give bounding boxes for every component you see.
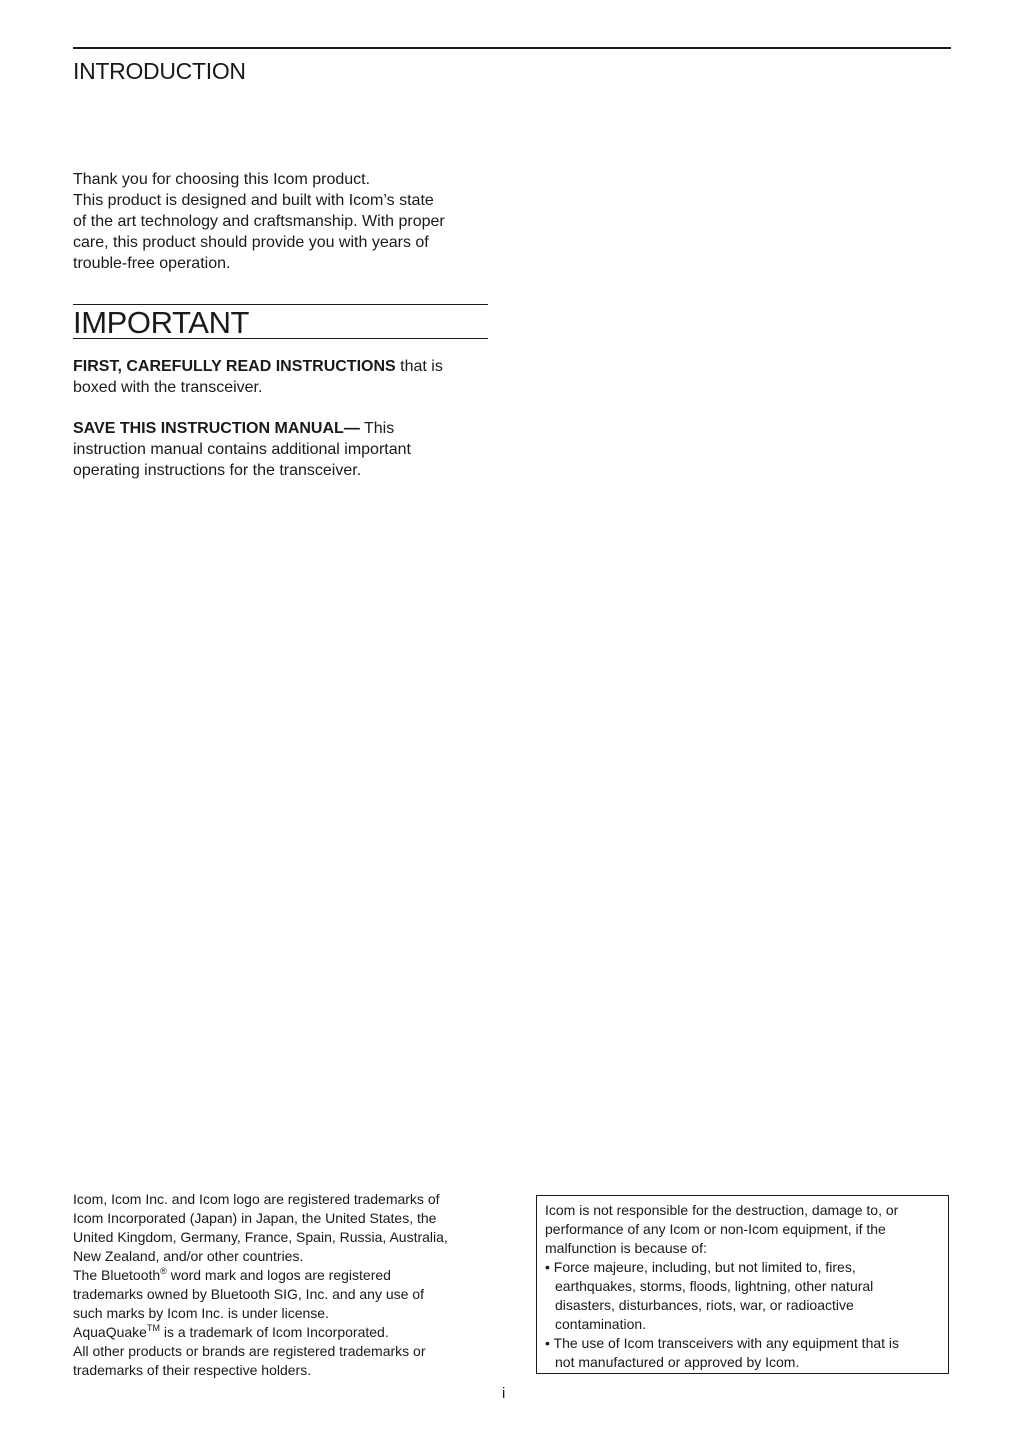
registered-mark: ®: [160, 1266, 167, 1276]
save-manual-rest: This: [359, 420, 395, 437]
trademark-line: All other products or brands are registered trademarks or: [73, 1343, 426, 1359]
intro-line: care, this product should provide you with years of: [73, 234, 429, 251]
trademark-line: Icom Incorporated (Japan) in Japan, the United States, the: [73, 1210, 437, 1226]
page-number: i: [502, 1385, 506, 1402]
trademark-notice: [73, 1190, 503, 1380]
intro-line: Thank you for choosing this Icom product.: [73, 171, 371, 188]
save-manual-line1: [73, 418, 493, 439]
disclaimer-line: malfunction is because of:: [545, 1240, 707, 1256]
intro-paragraph: [73, 169, 493, 274]
intro-line: of the art technology and craftsmanship. With proper: [73, 213, 445, 230]
trademark-line: United Kingdom, Germany, France, Spain, Russia, Australia,: [73, 1229, 448, 1245]
trademark-line: trademarks of their respective holders.: [73, 1362, 312, 1378]
first-read-rest: that is: [395, 358, 443, 375]
intro-line: trouble-free operation.: [73, 255, 231, 272]
disclaimer-bullet-cont: contamination.: [555, 1316, 647, 1332]
first-read-line2: boxed with the transceiver.: [73, 379, 263, 396]
save-manual-paragraph: [73, 418, 493, 481]
first-read-paragraph: [73, 356, 493, 398]
important-rule-bottom: [73, 338, 488, 339]
disclaimer-bullet: • The use of Icom transceivers with any equipment that is: [545, 1335, 900, 1351]
first-read-bold: FIRST, CAREFULLY READ INSTRUCTIONS: [73, 358, 396, 375]
save-manual-line2: instruction manual contains additional important: [73, 441, 411, 458]
trademark-line: Icom, Icom Inc. and Icom logo are registered trademarks of: [73, 1191, 440, 1207]
trademark-line: trademarks owned by Bluetooth SIG, Inc. and any use of: [73, 1286, 424, 1302]
section-title: INTRODUCTION: [73, 58, 246, 84]
disclaimer-bullet-cont: earthquakes, storms, floods, lightning, other natural: [555, 1278, 874, 1294]
bluetooth-post: word mark and logos are registered: [166, 1267, 391, 1283]
trademark-line: such marks by Icom Inc. is under license.: [73, 1305, 329, 1321]
header-rule: [73, 47, 951, 49]
bluetooth-pre: The Bluetooth: [73, 1267, 161, 1283]
disclaimer-line: Icom is not responsible for the destruction, damage to, or: [545, 1202, 899, 1218]
disclaimer-bullet: • Force majeure, including, but not limited to, fires,: [545, 1259, 856, 1275]
important-heading: IMPORTANT: [73, 305, 250, 340]
disclaimer-box: [536, 1195, 949, 1374]
bluetooth-line: [73, 1266, 503, 1285]
save-manual-bold: SAVE THIS INSTRUCTION MANUAL—: [73, 420, 360, 437]
first-read-line1: [73, 356, 493, 377]
disclaimer-bullet-cont: not manufactured or approved by Icom.: [555, 1354, 800, 1370]
trademark-mark: TM: [146, 1323, 160, 1333]
aquaquake-pre: AquaQuake: [73, 1324, 147, 1340]
save-manual-line3: operating instructions for the transceiver.: [73, 462, 362, 479]
disclaimer-line: performance of any Icom or non-Icom equipment, if the: [545, 1221, 886, 1237]
intro-line: This product is designed and built with Icom’s state: [73, 192, 434, 209]
aquaquake-post: is a trademark of Icom Incorporated.: [159, 1324, 389, 1340]
aquaquake-line: [73, 1323, 503, 1342]
trademark-line: New Zealand, and/or other countries.: [73, 1248, 304, 1264]
disclaimer-bullet-cont: disasters, disturbances, riots, war, or radioactive: [555, 1297, 854, 1313]
